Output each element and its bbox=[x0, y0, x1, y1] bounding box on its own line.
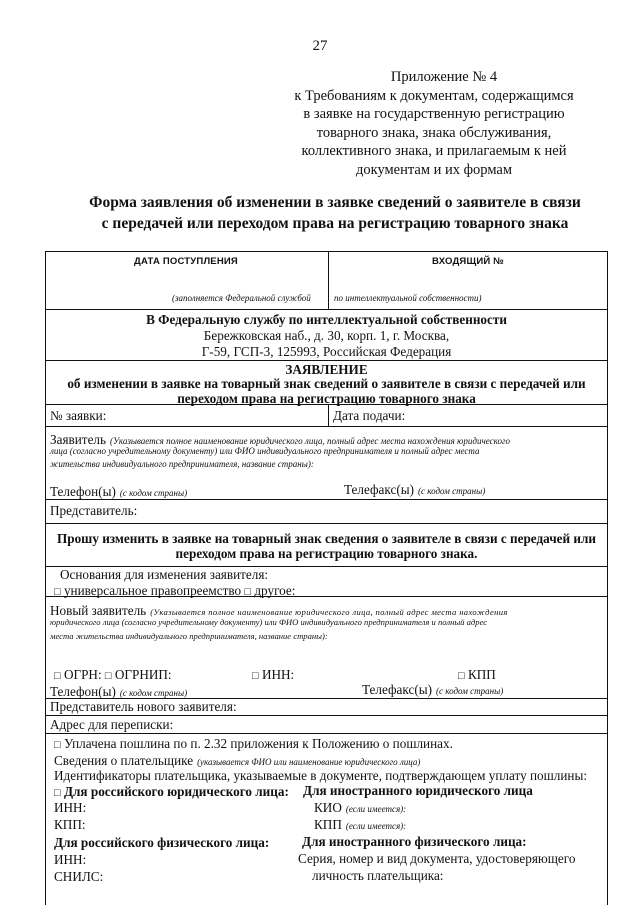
statement-title: ЗАЯВЛЕНИЕ bbox=[285, 362, 368, 377]
ru-legal-kpp-field[interactable]: КПП: bbox=[54, 817, 86, 832]
applicant-note: (Указывается полное наименование юридического лица, полный адрес места нахождения юридического bbox=[110, 436, 510, 446]
new-applicant-note: (Указывается полное наименование юридического лица, полный адрес места нахождения bbox=[150, 607, 508, 617]
correspondence-label: Адрес для переписки: bbox=[50, 717, 174, 732]
foreign-person-label: Для иностранного физического лица: bbox=[302, 834, 527, 849]
new-applicant-phone-label: Телефон(ы) bbox=[50, 684, 116, 699]
applicant-phone-label: Телефон(ы) bbox=[50, 484, 116, 499]
new-representative-row[interactable] bbox=[46, 698, 607, 716]
form-title-line: с передачей или переходом права на регистрацию товарного знака bbox=[101, 215, 569, 232]
fee-section bbox=[46, 733, 607, 913]
payer-ids-label: Идентификаторы плательщика, указываемые в документе, подтверждающем уплату пошлины: bbox=[54, 768, 587, 783]
applicant-fax-label: Телефакс(ы) bbox=[344, 482, 414, 497]
appendix-line: документам и их формам bbox=[355, 161, 513, 178]
ogrn-label: ОГРН: bbox=[63, 667, 102, 682]
form-title bbox=[40, 192, 630, 234]
new-applicant-label: Новый заявитель bbox=[50, 603, 147, 618]
appendix-line: товарного знака, знака обслуживания, bbox=[316, 124, 552, 141]
kpp-label: КПП bbox=[467, 667, 496, 682]
date-received-label: ДАТА ПОСТУПЛЕНИЯ bbox=[134, 256, 238, 267]
ru-person-label: Для российского физического лица: bbox=[54, 835, 270, 850]
new-applicant-fax-label: Телефакс(ы) bbox=[362, 682, 432, 697]
payer-label: Сведения о плательщике bbox=[54, 753, 194, 768]
snils-field[interactable]: СНИЛС: bbox=[54, 869, 104, 884]
universal-succession-label: универсальное правопреемство bbox=[63, 583, 242, 598]
new-representative-label: Представитель нового заявителя: bbox=[50, 699, 237, 714]
application-form bbox=[45, 251, 608, 905]
statement-section bbox=[46, 360, 607, 405]
new-applicant-note: места жительства индивидуального предпринимателя, название страны): bbox=[50, 631, 328, 641]
foreign-kpp-note: (если имеется): bbox=[345, 821, 407, 831]
appendix-line: коллективного знака, и прилагаемым к ней bbox=[301, 143, 567, 160]
application-divider bbox=[328, 405, 329, 427]
phone-note: (с кодом страны) bbox=[119, 688, 188, 698]
applicant-note: жительства индивидуального предпринимателя, название страны): bbox=[50, 459, 314, 469]
fee-paid-checkbox[interactable]: □ bbox=[54, 739, 61, 751]
form-title-line: Форма заявления об изменении в заявке сведений о заявителе в связи bbox=[89, 194, 581, 211]
inn-checkbox[interactable]: □ bbox=[252, 670, 259, 682]
fax-note: (с кодом страны) bbox=[417, 486, 486, 496]
ogrnip-label: ОГРНИП: bbox=[114, 667, 172, 682]
statement-line: переходом права на регистрацию товарного знака bbox=[177, 391, 476, 406]
applicant-section[interactable] bbox=[46, 426, 607, 500]
page-number: 27 bbox=[312, 38, 328, 54]
ru-legal-label: Для российского юридического лица: bbox=[63, 784, 289, 799]
grounds-label: Основания для изменения заявителя: bbox=[60, 567, 269, 582]
filing-date-field[interactable]: Дата подачи: bbox=[333, 408, 406, 423]
applicant-label: Заявитель bbox=[50, 432, 107, 447]
ogrnip-checkbox[interactable]: □ bbox=[104, 670, 112, 682]
kio-label: КИО bbox=[314, 800, 342, 815]
applicant-note: лица (согласно учредительному документу) или ФИО индивидуального предпринимателя и полный адрес места bbox=[50, 446, 480, 456]
inn-label: ИНН: bbox=[261, 667, 295, 682]
foreign-legal-label: Для иностранного юридического лица bbox=[303, 783, 533, 798]
incoming-number-label: ВХОДЯЩИЙ № bbox=[432, 256, 505, 267]
addressee-line: Бережковская наб., д. 30, корп. 1, г. Москва, bbox=[203, 328, 450, 343]
application-number-field[interactable]: № заявки: bbox=[50, 408, 107, 423]
addressee-section bbox=[46, 309, 607, 362]
new-applicant-section[interactable] bbox=[46, 596, 607, 699]
ru-person-inn-field[interactable]: ИНН: bbox=[54, 852, 87, 867]
addressee-line: Г-59, ГСП-3, 125993, Российская Федерация bbox=[201, 344, 452, 359]
kpp-checkbox[interactable]: □ bbox=[458, 670, 465, 682]
request-line: Прошу изменить в заявке на товарный знак сведения о заявителе в связи с передачей или bbox=[57, 531, 596, 546]
header-note-right: по интеллектуальной собственности) bbox=[334, 293, 482, 303]
other-label: другое: bbox=[254, 583, 296, 598]
request-section bbox=[46, 523, 607, 567]
kio-note: (если имеется): bbox=[345, 804, 407, 814]
header-note-left: (заполняется Федеральной службой bbox=[172, 293, 311, 303]
payer-note: (указывается ФИО или наименование юридического лица) bbox=[197, 757, 421, 767]
ru-legal-checkbox[interactable]: □ bbox=[54, 787, 61, 799]
statement-line: об изменении в заявке на товарный знак сведений о заявителе в связи с передачей или bbox=[67, 376, 586, 391]
other-checkbox[interactable]: □ bbox=[244, 586, 252, 598]
id-document-line: личность плательщика: bbox=[312, 868, 444, 883]
ru-legal-inn-field[interactable]: ИНН: bbox=[54, 800, 87, 815]
representative-label: Представитель: bbox=[50, 503, 138, 518]
appendix-block bbox=[274, 68, 594, 180]
id-document-line: Серия, номер и вид документа, удостоверяющего bbox=[298, 851, 576, 866]
representative-row[interactable] bbox=[46, 499, 607, 524]
foreign-kpp-label: КПП bbox=[314, 817, 342, 832]
request-line: переходом права на регистрацию товарного знака. bbox=[175, 546, 478, 561]
header-divider bbox=[328, 252, 329, 309]
fee-paid-label: Уплачена пошлина по п. 2.32 приложения к Положению о пошлинах. bbox=[63, 736, 453, 751]
correspondence-row[interactable] bbox=[46, 715, 607, 734]
appendix-title: Приложение № 4 bbox=[390, 69, 498, 85]
addressee-line: В Федеральную службу по интеллектуальной собственности bbox=[146, 312, 507, 327]
appendix-line: в заявке на государственную регистрацию bbox=[303, 106, 565, 123]
fax-note: (с кодом страны) bbox=[435, 686, 504, 696]
phone-note: (с кодом страны) bbox=[119, 488, 188, 498]
ogrn-checkbox[interactable]: □ bbox=[54, 670, 61, 682]
application-row bbox=[46, 404, 607, 427]
new-applicant-note: юридического лица (согласно учредительному документу) или ФИО индивидуального предпринимателя и полный адрес bbox=[50, 617, 488, 627]
appendix-line: к Требованиям к документам, содержащимся bbox=[294, 87, 574, 104]
universal-succession-checkbox[interactable]: □ bbox=[54, 586, 61, 598]
